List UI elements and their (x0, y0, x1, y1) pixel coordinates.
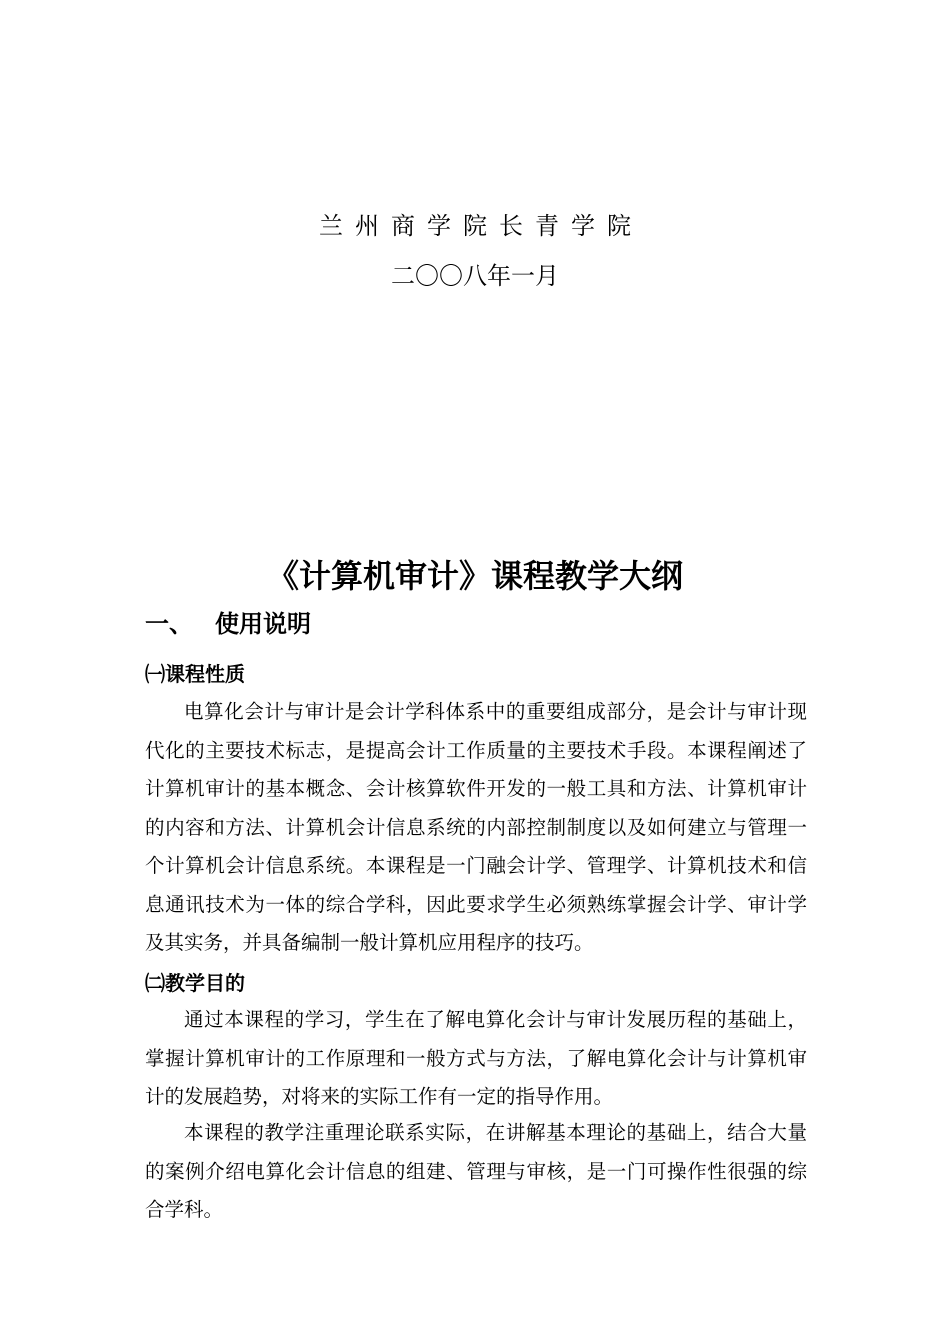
section-title: 使用说明 (215, 610, 311, 638)
paragraph-teaching-goal-1: 通过本课程的学习，学生在了解电算化会计与审计发展历程的基础上，掌握计算机审计的工作原理和一般方式与方法，了解电算化会计与计算机审计的发展趋势，对将来的实际工作有一定的指导作用。 (145, 1008, 807, 1108)
paragraph-course-nature: 电算化会计与审计是会计学科体系中的重要组成部分，是会计与审计现代化的主要技术标志，是提高会计工作质量的主要技术手段。本课程阐述了计算机审计的基本概念、会计核算软件开发的一般工具和方法、计算机审计的内容和方法、计算机会计信息系统的内部控制制度以及如何建立与管理一个计算机会计信息系统。本课程是一门融会计学、管理学、计算机技术和信息通讯技术为一体的综合学科，因此要求学生必须熟练掌握会计学、审计学及其实务，并具备编制一般计算机应用程序的技巧。 (145, 700, 807, 954)
document-date: 二〇〇八年一月 (391, 262, 559, 290)
document-title: 《计算机审计》课程教学大纲 (266, 557, 683, 595)
section-number: 一、 (145, 610, 193, 638)
subsection-heading-teaching-goal: ㈡教学目的 (145, 971, 245, 995)
section-heading (145, 606, 311, 642)
paragraph-teaching-goal-2: 本课程的教学注重理论联系实际，在讲解基本理论的基础上，结合大量的案例介绍电算化会计信息的组建、管理与审核，是一门可操作性很强的综合学科。 (145, 1121, 807, 1221)
subsection-heading-course-nature: ㈠课程性质 (145, 662, 245, 686)
institution-name: 兰州商学院长青学院 (319, 212, 643, 240)
